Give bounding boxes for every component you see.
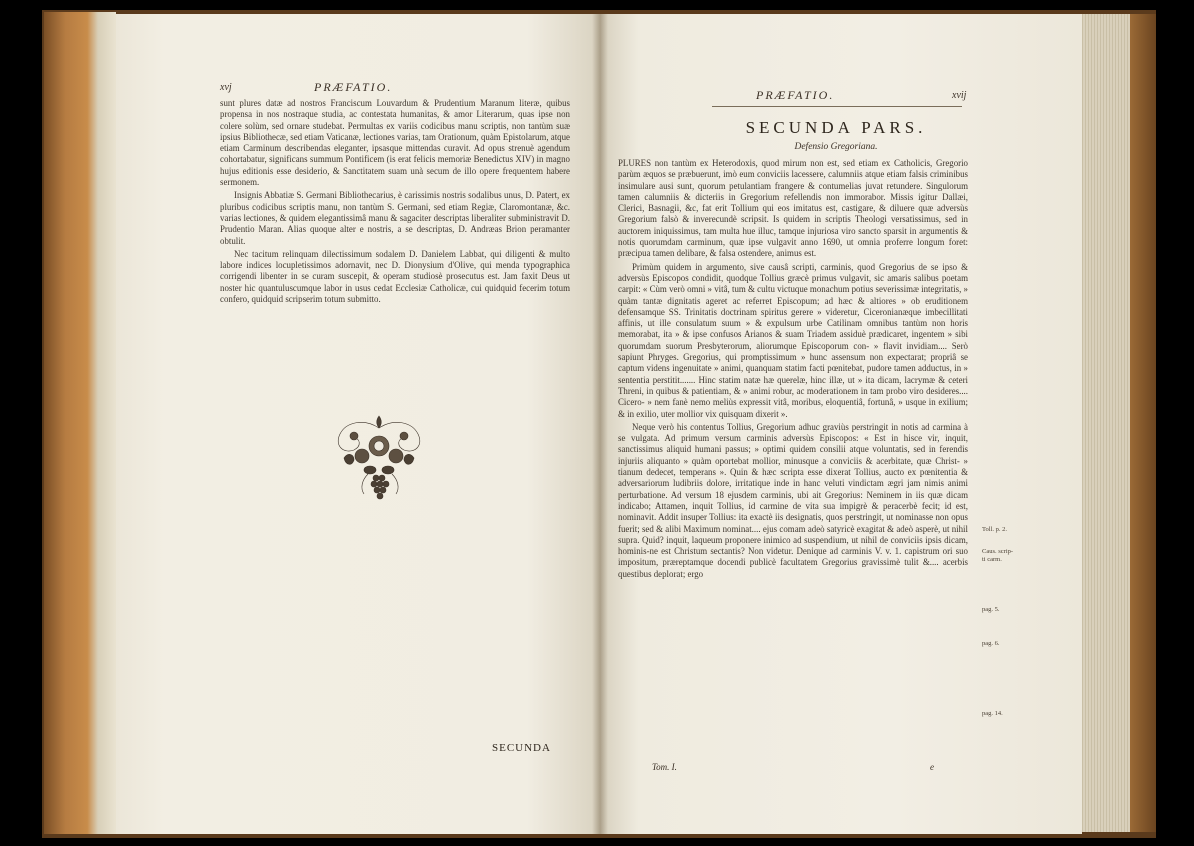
right-body-text: [618, 158, 968, 582]
right-paragraph: PLURES non tantùm ex Heterodoxis, quod mirum non est, sed etiam ex Catholicis, Gregorio parùm æquos se præbuerunt, imò eum conviciis lacessere, calumniis atque etiam falsis criminibus insimulare ausi sunt, quorum petulantiam frangere & contumelias juvat retundere. Singulorum tamen calumniis & dicteriis in Gregorium refellendis non immorabor. Missis igitur Dallæi, Clerici, Basnagii, &c, fat erit Tollium qui eos imitatus est, castigare, & diluere quæ adversùs Gregorium falsò & inverecundè scripsit. Is quidem in scriptis Theologi versatissimus, sed in auctorem iniquissimus, tam multa hue illuc, tamque injuriosa viro sancto sparsit in argumentis & notis quorumdam carminum, quæ ipse vulgavit anno 1690, ut omnia proferre longum foret: præcipua tamen delibare, & falsa ostendere, animus est.: [618, 158, 968, 259]
right-paragraph: Primùm quidem in argumento, sive causâ scripti, carminis, quod Gregorius de se ipso & adversùs Episcopos condidit, quodque Tollius græcè primus vulgavit, sic amaris salibus poetam carpit: « Cùm verò omni » vitâ, tum & cultu victuque monachum potius severissimæ integritatis, » quàm tantæ dignitatis ageret ac referret Episcopum; ad hæc & altiores » ob eruditionem defensamque SS. Trinitatis doctrinam spiritus gerere » videretur, Ciceronianæque imbecillitati affinis, ut ille consulatum suum » & expulsum urbe Catilinam omnibus tantùm non horis memorabat, ita » & ipse confusos Arianos & suam Triadem assiduè prædicaret, ingentem » sibi quorumdam suorum Presbyterorum, aliorumque Episcoporum con- » flavit invidiam.... Serò sapiunt Phryges. Gregorius, qui promptissimum » hunc assensum non expectarat; propriâ se captum videns ingenuitate » animi, quanquam statim facti pœnitebat, pudore tamen adductus, in » sententia perstitit....... Hinc statim natæ hæ querelæ, hinc illæ, ut » ita dicam, lacrymæ & ceteri Threni, in quibus & patientiam, & » animi robur, ac moderationem in tam probo viro desideres.... Cicero- » nem fanè nemo meliùs expressit vitâ, moribus, eloquentiâ, fortunâ, » usque in exilium; & in exilio, uter mollior vix quisquam dixerit ».: [618, 261, 968, 419]
left-body-text: [220, 98, 570, 307]
margin-note: pag. 5.: [982, 606, 1000, 613]
right-folio: xvij: [952, 90, 967, 101]
left-running-head: PRÆFATIO.: [314, 80, 393, 94]
left-paragraph: Insignis Abbatiæ S. Germani Bibliothecarius, è carissimis nostris sodalibus unus, D. Patert, ex pluribus codicibus scriptis manu, non tantùm S. Germani, sed etiam Regiæ, Claromontanæ, &c. varias lectiones, & quidem elegantissimâ manu & sagaciter descriptas liberaliter subministravit D. Prudentio Maran. Alias quoque alter e nostris, a se descriptas, D. Andræas Brion peramanter obtulit.: [220, 190, 570, 246]
right-paragraph: Neque verò his contentus Tollius, Gregorium adhuc graviùs perstringit in notis ad carmina à se vulgata. Ad primum versum carminis adversùs Episcopos: « Est in hisce vir, inquit, sanctissimus aliquid humani passus; » optimi quidem consilii atque voluntatis, sed in ferendis injuriis aliquanto » quàm oportebat mollior, minusque a conviciis & acerbitate, quæ Christ- » tianum dedecet, temperans ». Quin & hæc scripta esse dixerat Tollius, aucto ex pœnitentia & adversariorum ludibriis dolore, irritatique inde in hanc veluti vindictam ægri jam nimis animi perturbatione. Ad versum 18 ejusdem carminis, ubi ait Gregorius: Neminem in iis quæ dicam indicabo; Attamen, inquit Tollius, id carmine de vita sua impigrè & peracerbè fecit; id est, nominavit. Addit insuper Tollius: ita exactè iis designatis, quos perstringit, ut nominasse non opus fuerit; sed & alibi Maximum nominat.... ejus comam adeò satyricè exagitat & adeò asperè, ut nihil supra. Quid? inquit, laqueum proponere inimico ad suspendium, ut nihil de conviciis ipsis dicam, hominis-ne est Christum sectantis? Non videtur. Denique ad carminis V. v. 1. capistrum ori suo impositum, præreptamque docendi publicè facultatem Gregorius gravissimè tulit &.... acerbis questibus deplorat; ergo: [618, 421, 968, 579]
margin-note: Caus. scrip- ti carm.: [982, 548, 1014, 563]
margin-note: Toll. p. 2.: [982, 526, 1008, 533]
right-page-edges: [1080, 14, 1156, 832]
margin-note: pag. 14.: [982, 710, 1003, 717]
header-rule: [712, 106, 962, 107]
left-paragraph: sunt plures datæ ad nostros Franciscum Louvardum & Prudentium Maranum literæ, quibus propensa in nos nostraque studia, ac contestata humanitas, & amor Literarum, quas ipse non colere solùm, sed ornare studebat. Permultas ex variis codicibus manu scriptis, non tantùm suæ ipsius Bibliothecæ, sed etiam Vaticanæ, lectiones varias, tam Orationum, quàm Epistolarum, atque etiam Carminum describendas eleganter, ipsasque mittendas curavit. Ad opus strenuè agendum cohortabatur, significans summum Pontificem (is erat felicis memoriæ Benedictus XIV) in magno hujus editionis esse desiderio, & Sanctitatem suam unà secum de illo opere frequentem habere sermonem.: [220, 98, 570, 188]
left-page: [116, 14, 600, 834]
right-page: [600, 14, 1082, 834]
margin-note: pag. 6.: [982, 640, 1000, 647]
book-gutter: [592, 14, 608, 834]
floral-vignette-ornament: [324, 408, 434, 504]
signature-mark: e: [930, 762, 934, 772]
signature-line: Tom. I.: [652, 762, 677, 772]
catchword: SECUNDA: [492, 742, 551, 754]
left-page-edges: [44, 12, 116, 834]
section-title: SECUNDA PARS.: [745, 118, 927, 137]
section-subtitle: Defensio Gregoriana.: [794, 142, 878, 152]
left-paragraph: Nec tacitum relinquam dilectissimum sodalem D. Danielem Labbat, qui diligenti & multo labore indices locupletissimos adornavit, nec D. Dionysium d'Olive, qui menda typographica corrigendi libenter in se curam suscepit, & operam studiosè prosecutus est. Jam faxit Deus ut noster hic quantuluscumque labor in usus cedat Ecclesiæ Catholicæ, cui quidquid fecerim totum confero, quidquid scripserim totum submitto.: [220, 248, 570, 305]
left-folio: xvj: [220, 82, 232, 93]
right-running-head: PRÆFATIO.: [756, 88, 835, 102]
